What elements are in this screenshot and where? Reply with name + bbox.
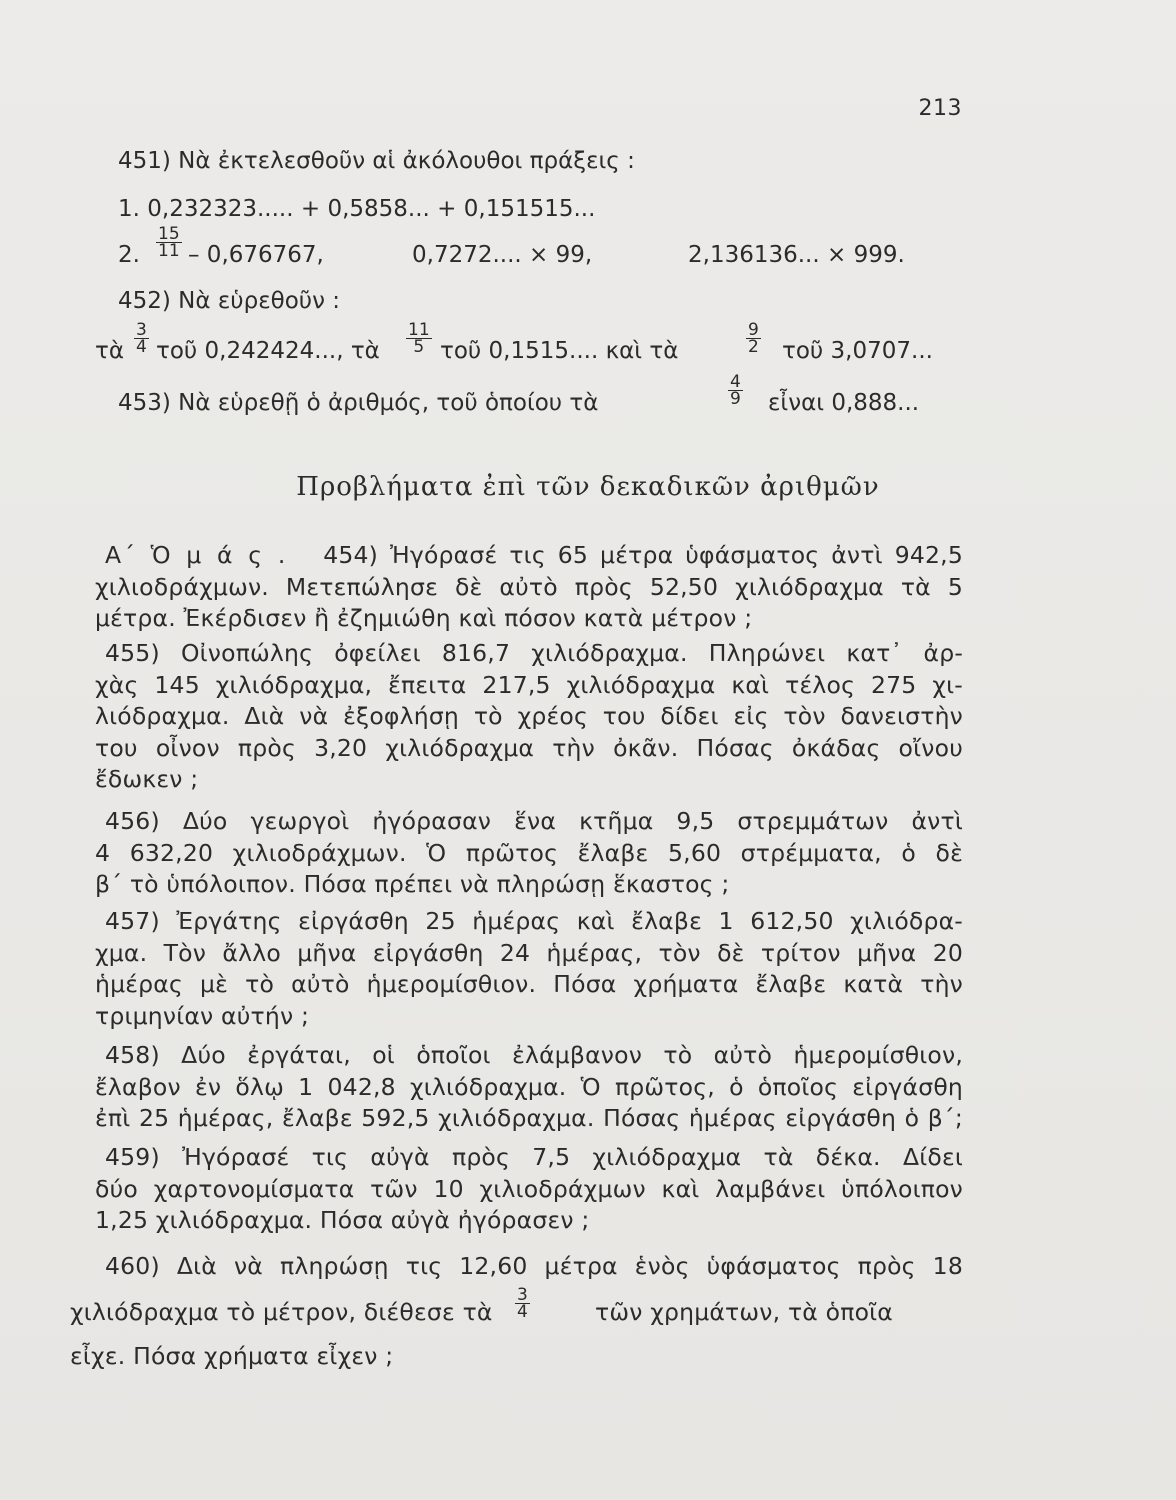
problem-455: 455) Οἰνοπώλης ὀφείλει 816,7 χιλιόδραχμα. Πληρώνει κατ᾽ ἀρ- χὰς 145 χιλιόδραχμα, ἔπειτα 217,5 χιλιόδραχμα καὶ τέλος 275 χι- λιόδραχμα. Διὰ νὰ ἐξοφλήσῃ τὸ χρέος του δίδει εἰς τὸν δανειστὴν του οἶνον πρὸς 3,20 χιλιόδραχμα τὴν ὀκᾶν. Πόσας ὀκάδας οἴνου ἔδωκεν ;: [95, 639, 963, 793]
section-title: Προβλήματα ἐπὶ τῶν δεκαδικῶν ἀριθμῶν: [296, 472, 880, 502]
book-page: 213 451) Νὰ ἐκτελεσθοῦν αἱ ἀκόλουθοι πράξεις : 1. 0,232323..... + 0,5858... + 0,151515... 2. $\frac{15}{11}$ – 0,676767, 0,7272.... × 99, 2,136136... × 999. 452) Νὰ εὑρεθοῦν : τὰ $\frac{3}{4}$ τοῦ 0,242424..., τὰ $\frac{11}{5}$ τοῦ 0,1515.... καὶ τὰ $\frac{9}{2}$ τοῦ 3,0707... 453) Νὰ εὑρεθῇ ὁ ἀριθμός, τοῦ ὁποίου τὰ $\frac{4}{9}$ εἶναι 0,888... Προβλήματα ἐπὶ τῶν δεκαδικῶν ἀριθμῶν Α΄ Ὁ μ ά ς . 454) Ἠγόρασέ τις 65 μέτρα ὑφάσματος ἀντὶ 942,5 χιλιοδράχμων. Μετεπώλησε δὲ αὐτὸ πρὸς 52,50 χιλιόδραχμα τὰ 5 μέτρα. Ἐκέρδισεν ἢ ἐζημιώθη καὶ πόσον κατὰ μέτρον ; 455) Οἰνοπώλης ὀφείλει 816,7 χιλιόδραχμα. Πληρώνει κατ᾽ ἀρ- χὰς 145 χιλιόδραχμα, ἔπειτα 217,5 χιλιόδραχμα καὶ τέλος 275 χι- λιόδραχμα. Διὰ νὰ ἐξοφλήσῃ τὸ χρέος του δίδει εἰς τὸν δανειστὴν του οἶνον πρὸς 3,20 χιλιόδραχμα τὴν ὀκᾶν. Πόσας ὀκάδας οἴνου ἔδωκεν ; 456) Δύο γεωργοὶ ἠγόρασαν ἕνα κτῆμα 9,5 στρεμμάτων ἀντὶ 4 632,20 χιλιοδράχμων. Ὁ πρῶτος ἔλαβε 5,60 στρέμματα, ὁ δὲ β΄ τὸ ὑπόλοιπον. Πόσα πρέπει νὰ πληρώσῃ ἕκαστος ; 457) Ἐργάτης εἰργάσθη 25 ἡμέρας καὶ ἔλαβε 1 612,50 χιλιόδρα- χμα. Τὸν ἄλλο μῆνα εἰργάσθη 24 ἡμέρας, τὸν δὲ τρίτον μῆνα 20 ἡμέρας μὲ τὸ αὐτὸ ἡμερομίσθιον. Πόσα χρήματα ἔλαβε κατὰ τὴν τριμηνίαν αὐτήν ; 458) Δύο ἐργάται, οἱ ὁποῖοι ἐλάμβανον τὸ αὐτὸ ἡμερομίσθιον, ἔλαβον ἐν ὅλῳ 1 042,8 χιλιόδραχμα. Ὁ πρῶτος, ὁ ὁποῖος εἰργάσθη ἐπὶ 25 ἡμέρας, ἔλαβε 592,5 χιλιόδραχμα. Πόσας ἡμέρας εἰργάσθη ὁ β΄; 459) Ἠγόρασέ τις αὐγὰ πρὸς 7,5 χιλιόδραχμα τὰ δέκα. Δίδει δύο χαρτονομίσματα τῶν 10 χιλιοδράχμων καὶ λαμβάνει ὑπόλοιπον 1,25 χιλιόδραχμα. Πόσα αὐγὰ ἠγόρασεν ; 460) Διὰ νὰ πληρώσῃ τις 12,60 μέτρα ἑνὸς ὑφάσματος πρὸς 18 χιλιόδραχμα τὸ μέτρον, διέθεσε τὰ $\frac{3}{4}$ τῶν χρημάτων, τὰ ὁποῖα εἶχε. Πόσα χρήματα εἶχεν ;: [0, 0, 1176, 1500]
item-2-prefix: 2.: [118, 242, 140, 268]
problem-459: 459) Ἠγόρασέ τις αὐγὰ πρὸς 7,5 χιλιόδραχμα τὰ δέκα. Δίδει δύο χαρτονομίσματα τῶν 10 χιλιοδράχμων καὶ λαμβάνει ὑπόλοιπον 1,25 χιλιόδραχμα. Πόσα αὐγὰ ἠγόρασεν ;: [95, 1143, 963, 1234]
fraction-3-4: $\frac{3}{4}$: [136, 320, 147, 357]
problem-458: 458) Δύο ἐργάται, οἱ ὁποῖοι ἐλάμβανον τὸ αὐτὸ ἡμερομίσθιον, ἔλαβον ἐν ὅλῳ 1 042,8 χιλιόδραχμα. Ὁ πρῶτος, ὁ ὁποῖος εἰργάσθη ἐπὶ 25 ἡμέρας, ἔλαβε 592,5 χιλιόδραχμα. Πόσας ἡμέρας εἰργάσθη ὁ β΄;: [95, 1041, 963, 1132]
problem-457: 457) Ἐργάτης εἰργάσθη 25 ἡμέρας καὶ ἔλαβε 1 612,50 χιλιόδρα- χμα. Τὸν ἄλλο μῆνα εἰργάσθη 24 ἡμέρας, τὸν δὲ τρίτον μῆνα 20 ἡμέρας μὲ τὸ αὐτὸ ἡμερομίσθιον. Πόσα χρήματα ἔλαβε κατὰ τὴν τριμηνίαν αὐτήν ;: [95, 907, 963, 1030]
problem-460: 460) Διὰ νὰ πληρώσῃ τις 12,60 μέτρα ἑνὸς ὑφάσματος πρὸς 18 χιλιόδραχμα τὸ μέτρον, διέθεσε τὰ $\frac{3}{4}$ τῶν χρημάτων, τὰ ὁποῖα εἶχε. Πόσα χρήματα εἶχεν ;: [70, 1252, 963, 1370]
item-2-fraction: $\frac{15}{11}$: [158, 224, 180, 261]
group-label: Α΄ Ὁ μ ά ς .: [105, 541, 288, 569]
fraction-9-2: $\frac{9}{2}$: [748, 320, 759, 357]
fraction-11-5: $\frac{11}{5}$: [408, 320, 430, 357]
fraction-4-9: $\frac{4}{9}$: [730, 372, 741, 409]
problem-456: 456) Δύο γεωργοὶ ἠγόρασαν ἕνα κτῆμα 9,5 στρεμμάτων ἀντὶ 4 632,20 χιλιοδράχμων. Ὁ πρῶτος ἔλαβε 5,60 στρέμματα, ὁ δὲ β΄ τὸ ὑπόλοιπον. Πόσα πρέπει νὰ πληρώσῃ ἕκαστος ;: [95, 807, 963, 898]
page-number: 213: [918, 96, 962, 121]
problem-454: Α΄ Ὁ μ ά ς . 454) Ἠγόρασέ τις 65 μέτρα ὑφάσματος ἀντὶ 942,5 χιλιοδράχμων. Μετεπώλησε δὲ αὐτὸ πρὸς 52,50 χιλιόδραχμα τὰ 5 μέτρα. Ἐκέρδισεν ἢ ἐζημιώθη καὶ πόσον κατὰ μέτρον ;: [95, 541, 963, 632]
fraction-3-4: $\frac{3}{4}$: [517, 1285, 529, 1322]
